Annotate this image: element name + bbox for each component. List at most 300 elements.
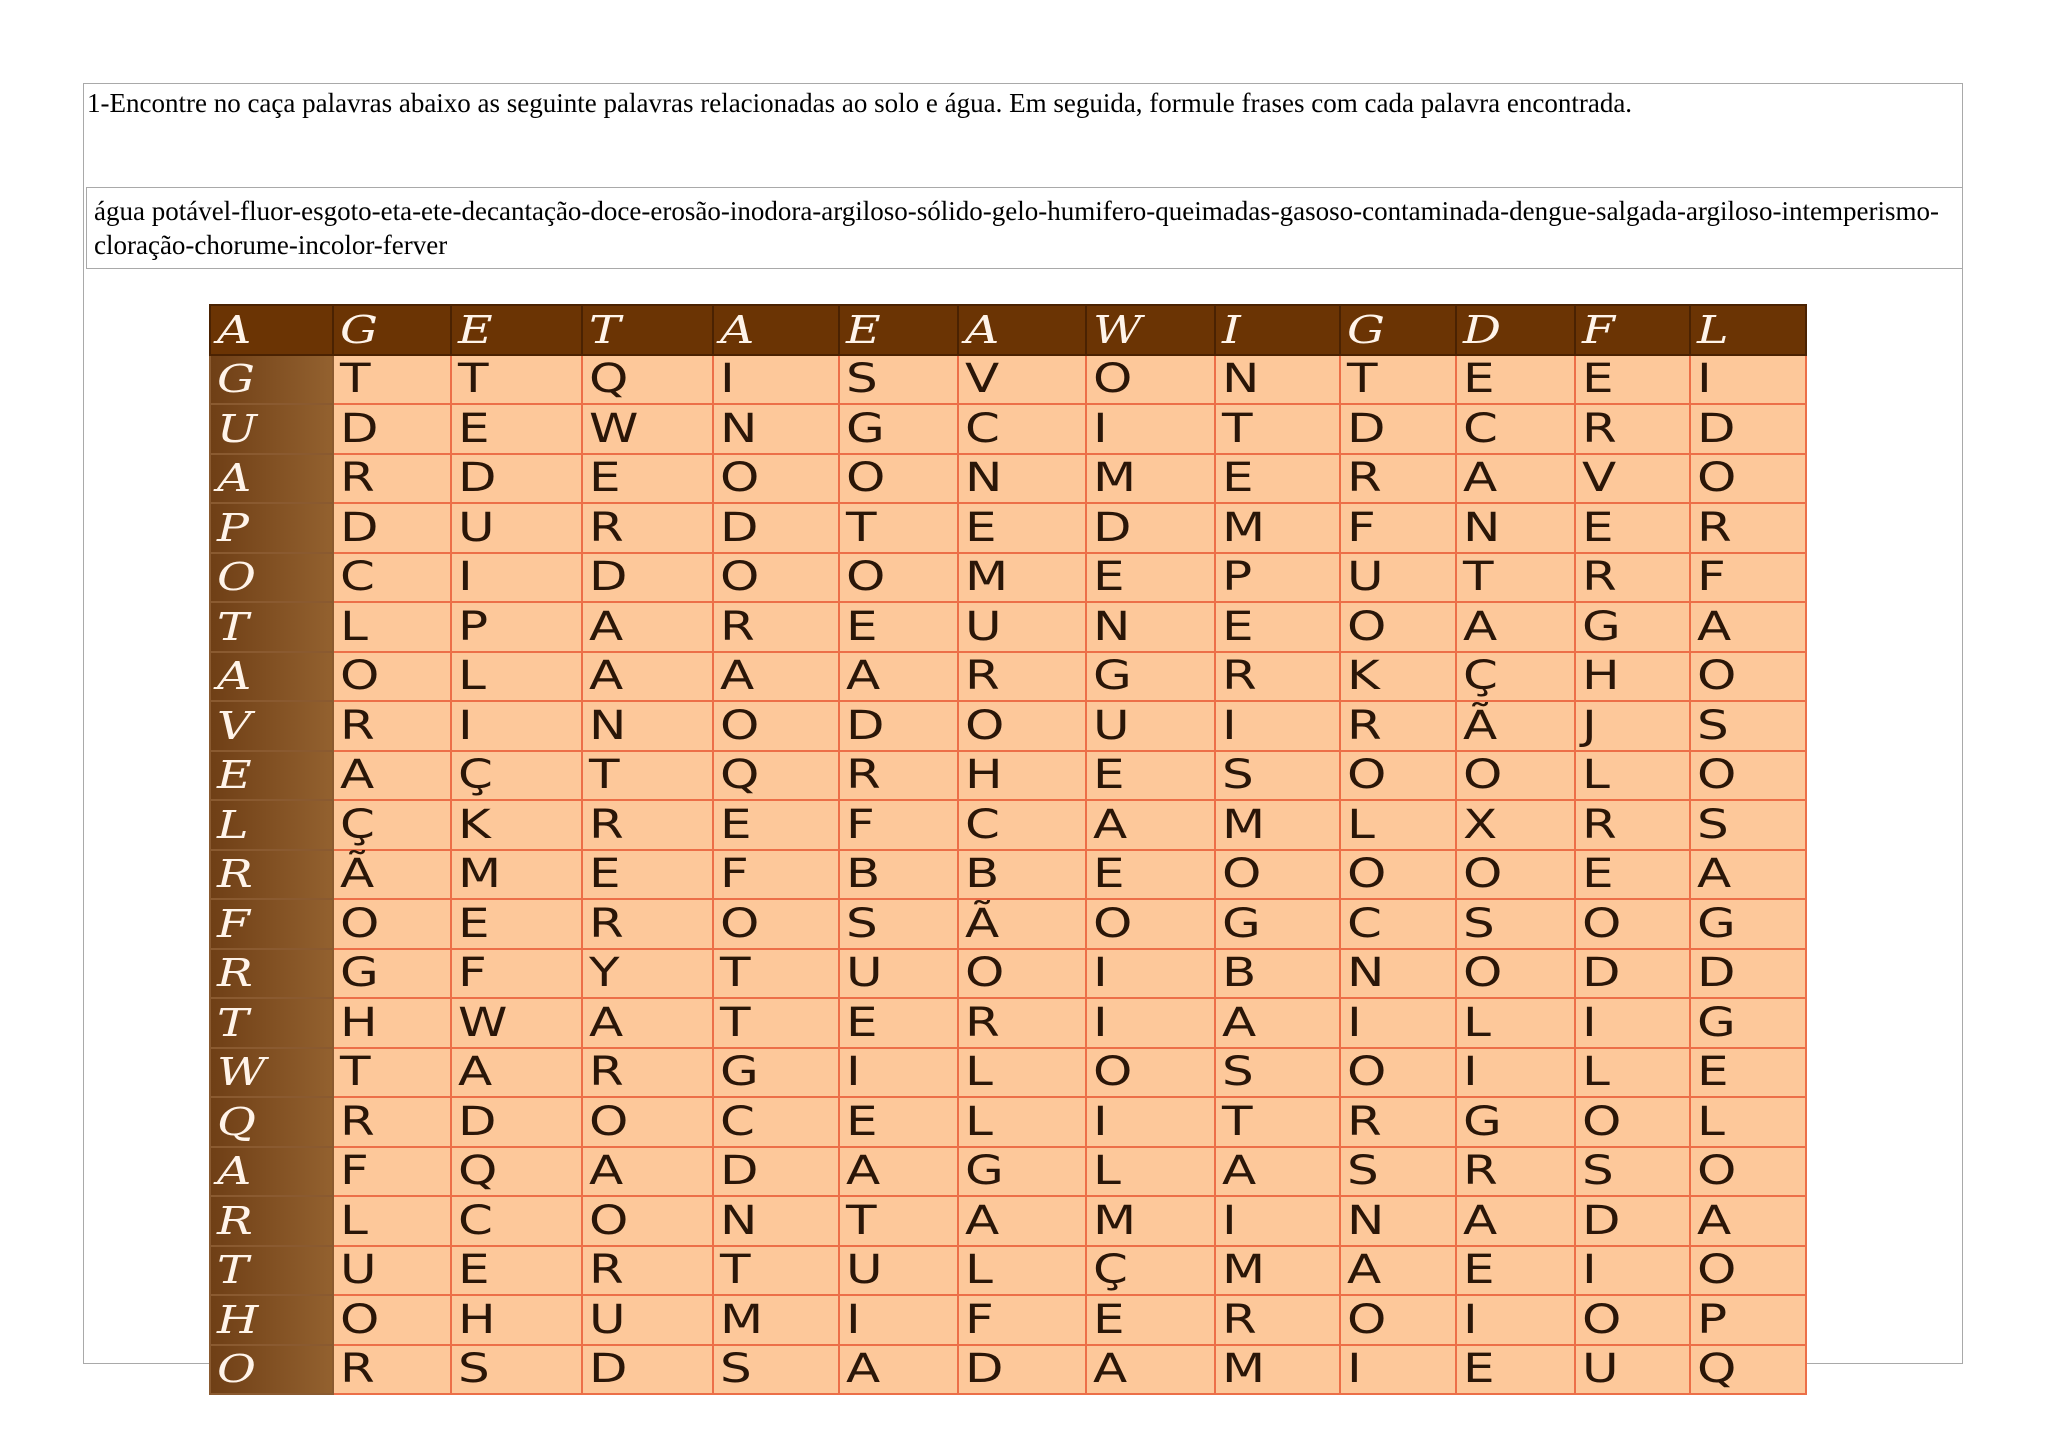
grid-letter: I xyxy=(1221,702,1237,749)
grid-letter: O xyxy=(1347,1296,1387,1343)
grid-letter: D xyxy=(589,1346,628,1393)
grid-letter: O xyxy=(1221,851,1262,898)
grid-letter: F xyxy=(340,1148,370,1195)
grid-letter: D xyxy=(457,1098,497,1145)
grid-letter: G xyxy=(1347,307,1386,352)
grid-letter: X xyxy=(1462,801,1497,848)
grid-cell xyxy=(333,404,450,454)
grid-cell xyxy=(958,701,1085,751)
grid-letter: D xyxy=(1582,950,1621,997)
grid-letter: I xyxy=(1221,307,1241,352)
grid-cell xyxy=(582,800,713,850)
grid-letter: E xyxy=(1092,1296,1125,1343)
grid-cell xyxy=(1340,899,1455,949)
grid-cell xyxy=(1086,751,1215,801)
grid-cell xyxy=(1690,1196,1806,1246)
grid-cell xyxy=(1690,850,1806,900)
grid-cell xyxy=(839,1246,958,1296)
grid-letter: H xyxy=(340,999,379,1046)
grid-letter: I xyxy=(1462,1296,1478,1343)
grid-letter: E xyxy=(1221,603,1254,650)
grid-letter: E xyxy=(1462,1247,1495,1294)
grid-letter: G xyxy=(845,405,885,452)
grid-letter: R xyxy=(1347,1098,1383,1145)
grid-cell xyxy=(958,404,1085,454)
grid-header-row xyxy=(210,305,1806,355)
grid-letter: V xyxy=(965,356,1000,403)
grid-cell xyxy=(1086,1147,1215,1197)
grid-header-cell xyxy=(210,305,333,355)
grid-cell xyxy=(713,949,838,999)
grid-letter: Q xyxy=(457,1148,498,1195)
grid-cell xyxy=(1215,404,1340,454)
grid-letter: A xyxy=(217,654,252,699)
grid-cell xyxy=(839,1295,958,1345)
grid-letter: G xyxy=(1697,999,1737,1046)
grid-letter: T xyxy=(720,999,752,1046)
grid-letter: C xyxy=(1347,900,1383,947)
grid-letter: D xyxy=(340,504,379,551)
grid-cell xyxy=(713,899,838,949)
grid-letter: T xyxy=(589,752,620,799)
grid-letter: O xyxy=(217,1347,256,1392)
grid-letter: R xyxy=(1221,1296,1257,1343)
grid-letter: D xyxy=(720,1148,759,1195)
grid-letter: O xyxy=(720,455,760,502)
grid-letter: A xyxy=(1221,1148,1257,1195)
grid-cell xyxy=(1215,998,1340,1048)
grid-letter: O xyxy=(720,702,760,749)
grid-letter: E xyxy=(845,603,878,650)
grid-side-cell xyxy=(210,1345,333,1395)
grid-letter: O xyxy=(1462,950,1503,997)
grid-cell xyxy=(1086,1196,1215,1246)
grid-cell xyxy=(451,652,582,702)
grid-cell xyxy=(713,1147,838,1197)
grid-cell xyxy=(1086,899,1215,949)
grid-row xyxy=(210,1345,1806,1395)
grid-letter: R xyxy=(589,801,624,848)
grid-row xyxy=(210,553,1806,603)
grid-letter: R xyxy=(1582,554,1617,601)
grid-letter: R xyxy=(589,504,624,551)
grid-side-cell xyxy=(210,1246,333,1296)
grid-cell xyxy=(713,355,838,405)
grid-letter: Q xyxy=(217,1099,256,1144)
grid-cell xyxy=(582,454,713,504)
grid-side-cell xyxy=(210,1097,333,1147)
grid-cell xyxy=(451,553,582,603)
grid-letter: E xyxy=(457,900,490,947)
grid-letter: O xyxy=(1347,752,1387,799)
grid-row xyxy=(210,701,1806,751)
grid-cell xyxy=(451,998,582,1048)
grid-cell xyxy=(1690,1246,1806,1296)
grid-cell xyxy=(958,553,1085,603)
grid-cell xyxy=(451,949,582,999)
word-search-grid xyxy=(209,304,1807,1393)
grid-cell xyxy=(1575,949,1690,999)
grid-cell xyxy=(333,454,450,504)
grid-letter: L xyxy=(1697,307,1730,352)
grid-letter: D xyxy=(1347,405,1386,452)
grid-header-cell xyxy=(713,305,838,355)
grid-letter: M xyxy=(1092,455,1136,502)
grid-cell xyxy=(1215,602,1340,652)
grid-letter: O xyxy=(720,900,760,947)
grid-cell xyxy=(1690,949,1806,999)
grid-letter: U xyxy=(845,1247,883,1294)
grid-letter: C xyxy=(965,801,1001,848)
grid-cell xyxy=(333,949,450,999)
grid-letter: T xyxy=(217,604,249,649)
grid-cell xyxy=(1340,1048,1455,1098)
grid-letter: O xyxy=(1347,1049,1387,1096)
grid-cell xyxy=(1340,602,1455,652)
grid-cell xyxy=(1690,553,1806,603)
grid-cell xyxy=(1690,899,1806,949)
grid-cell xyxy=(1690,701,1806,751)
grid-cell xyxy=(1690,1345,1806,1395)
grid-cell xyxy=(451,404,582,454)
grid-letter: M xyxy=(1221,801,1266,848)
grid-letter: A xyxy=(845,653,881,700)
grid-letter: A xyxy=(1697,1197,1732,1244)
grid-letter: T xyxy=(340,1049,371,1096)
grid-cell xyxy=(713,1246,838,1296)
grid-letter: E xyxy=(1697,1049,1730,1096)
grid-letter: D xyxy=(720,504,759,551)
grid-cell xyxy=(1086,355,1215,405)
grid-cell xyxy=(582,355,713,405)
grid-header-cell xyxy=(839,305,958,355)
grid-row xyxy=(210,1048,1806,1098)
grid-letter: N xyxy=(1221,356,1260,403)
grid-cell xyxy=(582,404,713,454)
grid-cell xyxy=(1690,800,1806,850)
grid-letter: O xyxy=(589,1197,629,1244)
grid-cell xyxy=(582,1097,713,1147)
grid-cell xyxy=(451,602,582,652)
grid-cell xyxy=(1086,553,1215,603)
grid-cell xyxy=(1086,701,1215,751)
grid-cell xyxy=(1456,1295,1575,1345)
grid-letter: I xyxy=(845,1296,861,1343)
grid-cell xyxy=(1456,404,1575,454)
grid-letter: H xyxy=(457,1296,496,1343)
grid-cell xyxy=(1690,503,1806,553)
grid-cell xyxy=(1086,1246,1215,1296)
grid-letter: M xyxy=(457,851,501,898)
grid-cell xyxy=(1340,553,1455,603)
grid-cell xyxy=(451,751,582,801)
grid-letter: C xyxy=(1462,405,1498,452)
grid-cell xyxy=(958,1097,1085,1147)
grid-side-cell xyxy=(210,899,333,949)
grid-cell xyxy=(333,899,450,949)
grid-cell xyxy=(958,652,1085,702)
grid-cell xyxy=(839,949,958,999)
grid-cell xyxy=(1215,355,1340,405)
grid-side-cell xyxy=(210,355,333,405)
grid-side-cell xyxy=(210,1048,333,1098)
grid-letter: A xyxy=(1697,851,1732,898)
grid-cell xyxy=(958,503,1085,553)
grid-cell xyxy=(333,1295,450,1345)
grid-cell xyxy=(1690,998,1806,1048)
grid-cell xyxy=(1456,899,1575,949)
grid-cell xyxy=(582,503,713,553)
grid-letter: T xyxy=(1221,405,1253,452)
grid-cell xyxy=(1575,503,1690,553)
grid-letter: S xyxy=(1221,752,1254,799)
grid-row xyxy=(210,1196,1806,1246)
grid-letter: L xyxy=(340,1197,369,1244)
grid-cell xyxy=(1215,949,1340,999)
grid-letter: D xyxy=(965,1346,1004,1393)
grid-letter: N xyxy=(720,405,758,452)
grid-cell xyxy=(1086,602,1215,652)
grid-cell xyxy=(1340,850,1455,900)
grid-letter: P xyxy=(457,603,488,650)
grid-cell xyxy=(1575,998,1690,1048)
grid-cell xyxy=(582,998,713,1048)
grid-side-cell xyxy=(210,404,333,454)
grid-letter: E xyxy=(720,801,753,848)
grid-letter: N xyxy=(589,702,627,749)
grid-letter: T xyxy=(720,1247,752,1294)
grid-cell xyxy=(1340,454,1455,504)
grid-cell xyxy=(1456,1048,1575,1098)
grid-letter: E xyxy=(845,1098,878,1145)
grid-letter: N xyxy=(720,1197,758,1244)
grid-cell xyxy=(451,1246,582,1296)
grid-row xyxy=(210,1097,1806,1147)
grid-letter: W xyxy=(217,1050,266,1095)
grid-cell xyxy=(839,355,958,405)
grid-letter: T xyxy=(457,356,489,403)
grid-side-cell xyxy=(210,602,333,652)
grid-letter: O xyxy=(340,900,380,947)
grid-cell xyxy=(1575,1246,1690,1296)
grid-letter: A xyxy=(217,307,252,352)
grid-letter: E xyxy=(845,999,878,1046)
grid-cell xyxy=(839,701,958,751)
grid-cell xyxy=(1340,1345,1455,1395)
grid-cell xyxy=(1215,1295,1340,1345)
grid-letter: O xyxy=(1582,1098,1622,1145)
grid-letter: R xyxy=(1221,653,1257,700)
grid-letter: Ç xyxy=(1462,653,1498,700)
grid-letter: G xyxy=(1221,900,1261,947)
grid-cell xyxy=(333,1246,450,1296)
grid-letter: Y xyxy=(589,950,620,997)
grid-letter: S xyxy=(1221,1049,1254,1096)
grid-letter: A xyxy=(589,999,624,1046)
grid-letter: S xyxy=(720,1346,753,1393)
grid-letter: Ç xyxy=(340,801,376,848)
grid-cell xyxy=(839,553,958,603)
grid-cell xyxy=(958,1196,1085,1246)
grid-cell xyxy=(839,1147,958,1197)
grid-side-cell xyxy=(210,1147,333,1197)
grid-cell xyxy=(713,751,838,801)
grid-cell xyxy=(713,553,838,603)
grid-letter: D xyxy=(1582,1197,1621,1244)
grid-letter: G xyxy=(340,950,380,997)
grid-row xyxy=(210,503,1806,553)
grid-letter: E xyxy=(457,307,493,352)
grid-cell xyxy=(1340,800,1455,850)
grid-cell xyxy=(582,652,713,702)
grid-side-cell xyxy=(210,553,333,603)
grid-cell xyxy=(958,850,1085,900)
grid-cell xyxy=(839,1048,958,1098)
grid-cell xyxy=(1340,355,1455,405)
grid-letter: I xyxy=(1092,405,1108,452)
grid-header-cell xyxy=(333,305,450,355)
grid-cell xyxy=(1340,751,1455,801)
grid-cell xyxy=(958,1048,1085,1098)
grid-letter: U xyxy=(1092,702,1130,749)
grid-cell xyxy=(1340,998,1455,1048)
grid-letter: F xyxy=(720,851,750,898)
grid-letter: F xyxy=(1582,307,1616,352)
grid-cell xyxy=(333,1196,450,1246)
grid-letter: R xyxy=(1697,504,1733,551)
grid-cell xyxy=(713,454,838,504)
grid-letter: V xyxy=(1582,455,1617,502)
grid-letter: E xyxy=(589,455,621,502)
grid-cell xyxy=(1575,602,1690,652)
grid-letter: A xyxy=(589,653,624,700)
grid-letter: D xyxy=(1697,405,1736,452)
grid-letter: A xyxy=(1462,603,1497,650)
grid-side-cell xyxy=(210,1295,333,1345)
grid-letter: A xyxy=(457,1049,493,1096)
grid-cell xyxy=(839,652,958,702)
grid-cell xyxy=(713,404,838,454)
grid-header-cell xyxy=(1086,305,1215,355)
grid-letter: O xyxy=(720,554,760,601)
grid-cell xyxy=(1456,503,1575,553)
grid-cell xyxy=(1690,652,1806,702)
grid-letter: I xyxy=(1697,356,1713,403)
grid-letter: S xyxy=(1697,702,1730,749)
grid-letter: G xyxy=(1582,603,1621,650)
grid-cell xyxy=(333,751,450,801)
grid-letter: O xyxy=(1462,851,1503,898)
grid-letter: S xyxy=(845,356,878,403)
grid-letter: A xyxy=(589,603,624,650)
grid-letter: C xyxy=(457,1197,493,1244)
grid-letter: A xyxy=(845,1148,881,1195)
grid-letter: I xyxy=(1221,1197,1237,1244)
grid-letter: N xyxy=(1347,1197,1385,1244)
grid-cell xyxy=(1575,404,1690,454)
grid-letter: Ã xyxy=(965,900,1000,947)
grid-cell xyxy=(839,800,958,850)
grid-cell xyxy=(958,949,1085,999)
grid-cell xyxy=(1575,701,1690,751)
grid-letter: N xyxy=(1347,950,1385,997)
grid-letter: F xyxy=(965,1296,994,1343)
grid-letter: F xyxy=(1347,504,1377,551)
grid-cell xyxy=(958,899,1085,949)
grid-cell xyxy=(1456,602,1575,652)
grid-cell xyxy=(713,652,838,702)
grid-letter: R xyxy=(1347,702,1383,749)
grid-cell xyxy=(1575,1196,1690,1246)
grid-side-cell xyxy=(210,652,333,702)
grid-letter: T xyxy=(340,356,371,403)
grid-cell xyxy=(839,899,958,949)
grid-letter: B xyxy=(965,851,1000,898)
grid-letter: S xyxy=(1582,1148,1614,1195)
grid-cell xyxy=(1215,1196,1340,1246)
grid-cell xyxy=(1575,899,1690,949)
grid-letter: L xyxy=(1347,801,1376,848)
grid-letter: T xyxy=(217,1248,249,1293)
grid-cell xyxy=(1086,850,1215,900)
grid-cell xyxy=(451,1295,582,1345)
grid-letter: U xyxy=(457,504,495,551)
grid-letter: E xyxy=(1582,504,1614,551)
grid-letter: M xyxy=(1221,1346,1266,1393)
grid-letter: R xyxy=(340,1098,376,1145)
grid-cell xyxy=(1456,998,1575,1048)
grid-cell xyxy=(582,1345,713,1395)
grid-cell xyxy=(1575,454,1690,504)
grid-letter: A xyxy=(217,456,252,501)
grid-letter: U xyxy=(1347,554,1384,601)
grid-cell xyxy=(1086,1295,1215,1345)
grid-cell xyxy=(1456,1097,1575,1147)
grid-letter: D xyxy=(1462,307,1501,352)
grid-row xyxy=(210,1295,1806,1345)
grid-letter: A xyxy=(1462,1197,1497,1244)
grid-letter: O xyxy=(1347,851,1387,898)
grid-letter: P xyxy=(1221,554,1253,601)
grid-letter: I xyxy=(845,1049,861,1096)
grid-letter: T xyxy=(589,307,621,352)
grid-cell xyxy=(1340,652,1455,702)
grid-cell xyxy=(958,1147,1085,1197)
grid-letter: A xyxy=(965,1197,1000,1244)
grid-letter: E xyxy=(1582,356,1614,403)
grid-cell xyxy=(1215,1246,1340,1296)
grid-cell xyxy=(1456,800,1575,850)
grid-cell xyxy=(1215,454,1340,504)
grid-cell xyxy=(1215,1097,1340,1147)
grid-letter: U xyxy=(589,1296,626,1343)
grid-cell xyxy=(582,899,713,949)
exercise-instruction: 1-Encontre no caça palavras abaixo as seguinte palavras relacionadas ao solo e água. Em seguida, formule frases com cada palavra encontrada. xyxy=(87,88,1633,118)
grid-letter: E xyxy=(1462,1346,1495,1393)
grid-letter: O xyxy=(1697,653,1737,700)
grid-letter: U xyxy=(217,406,258,451)
grid-cell xyxy=(1215,850,1340,900)
grid-letter: T xyxy=(1462,554,1494,601)
grid-letter: L xyxy=(965,1247,994,1294)
grid-letter: C xyxy=(965,405,1001,452)
grid-cell xyxy=(958,355,1085,405)
grid-letter: G xyxy=(1092,653,1132,700)
grid-row xyxy=(210,850,1806,900)
grid-letter: R xyxy=(845,752,881,799)
grid-cell xyxy=(451,800,582,850)
grid-cell xyxy=(1086,652,1215,702)
